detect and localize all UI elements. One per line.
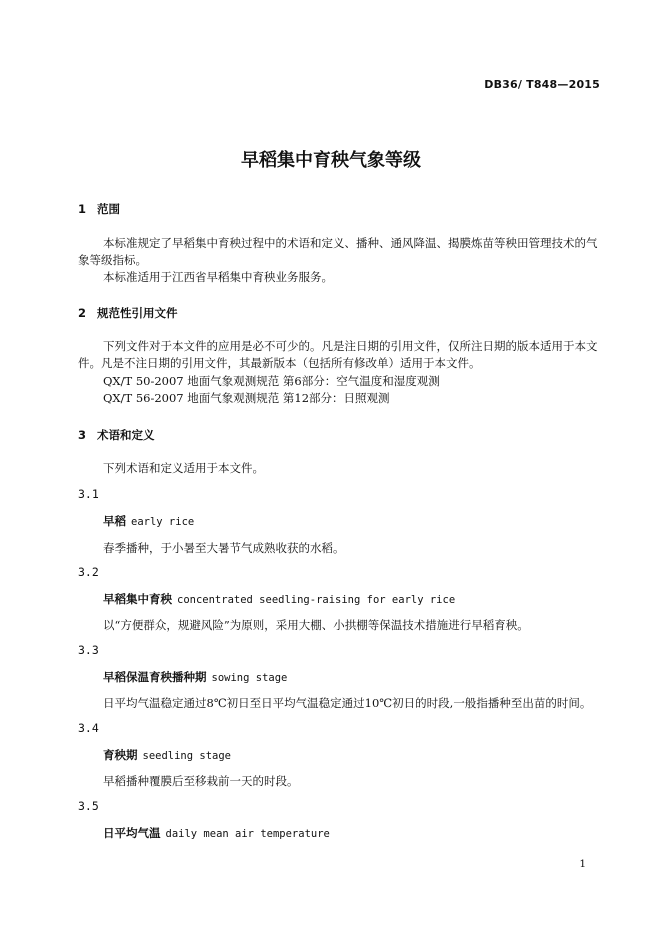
term-number: 3.2: [78, 565, 99, 579]
paragraph: 本标准适用于江西省早稻集中育秧业务服务。: [103, 270, 333, 284]
term-entry: [103, 669, 287, 685]
term-definition: 以“方便群众，规避风险”为原则，采用大棚、小拱棚等保温技术措施进行早稻育秧。: [103, 618, 529, 632]
term-entry: [103, 825, 330, 841]
section-title: 规范性引用文件: [97, 306, 178, 320]
paragraph: 下列文件对于本文件的应用是必不可少的。凡是注日期的引用文件，仅所注日期的版本适用于本文件。凡是不注日期的引用文件，其最新版本（包括所有修改单）适用于本文件。: [78, 339, 598, 370]
reference-item: QX/T 50-2007 地面气象观测规范 第6部分：空气温度和湿度观测: [103, 374, 440, 388]
section-title: 范围: [97, 202, 120, 216]
term-en: daily mean air temperature: [165, 828, 330, 840]
paragraph: 本标准规定了早稻集中育秧过程中的术语和定义、播种、通风降温、揭膜炼苗等秧田管理技术的气象等级指标。: [78, 236, 598, 267]
section-heading-1: [78, 201, 120, 217]
term-definition: 春季播种，于小暑至大暑节气成熟收获的水稻。: [103, 541, 345, 555]
term-entry: [103, 747, 231, 763]
term-number: 3.1: [78, 487, 99, 501]
term-entry: [103, 591, 455, 607]
term-number: 3.4: [78, 721, 99, 735]
reference-item: QX/T 56-2007 地面气象观测规范 第12部分：日照观测: [103, 391, 390, 405]
term-zh: 育秧期: [103, 748, 138, 762]
page-number: 1: [579, 858, 586, 870]
term-en: concentrated seedling-raising for early rice: [177, 594, 456, 606]
term-en: seedling stage: [142, 750, 232, 762]
term-definition: 早稻播种覆膜后至移栽前一天的时段。: [103, 774, 299, 788]
standard-code: DB36/ T848—2015: [484, 78, 600, 91]
term-zh: 日平均气温: [103, 826, 161, 840]
section-heading-2: [78, 305, 178, 321]
term-en: sowing stage: [211, 672, 288, 684]
section-title: 术语和定义: [97, 428, 155, 442]
term-number: 3.5: [78, 799, 99, 813]
term-zh: 早稻保温育秧播种期: [103, 670, 207, 684]
section-number: 1: [78, 202, 87, 216]
term-definition: 日平均气温稳定通过8℃初日至日平均气温稳定通过10℃初日的时段,一般指播种至出苗的时间。: [103, 696, 592, 710]
term-zh: 早稻: [103, 514, 126, 528]
term-zh: 早稻集中育秧: [103, 592, 172, 606]
document-title: 早稻集中育秧气象等级: [241, 150, 421, 171]
section-number: 3: [78, 428, 87, 442]
section-number: 2: [78, 306, 87, 320]
term-entry: [103, 513, 194, 529]
paragraph: 下列术语和定义适用于本文件。: [103, 461, 264, 475]
term-number: 3.3: [78, 643, 99, 657]
term-en: early rice: [131, 516, 195, 528]
section-heading-3: [78, 427, 155, 443]
